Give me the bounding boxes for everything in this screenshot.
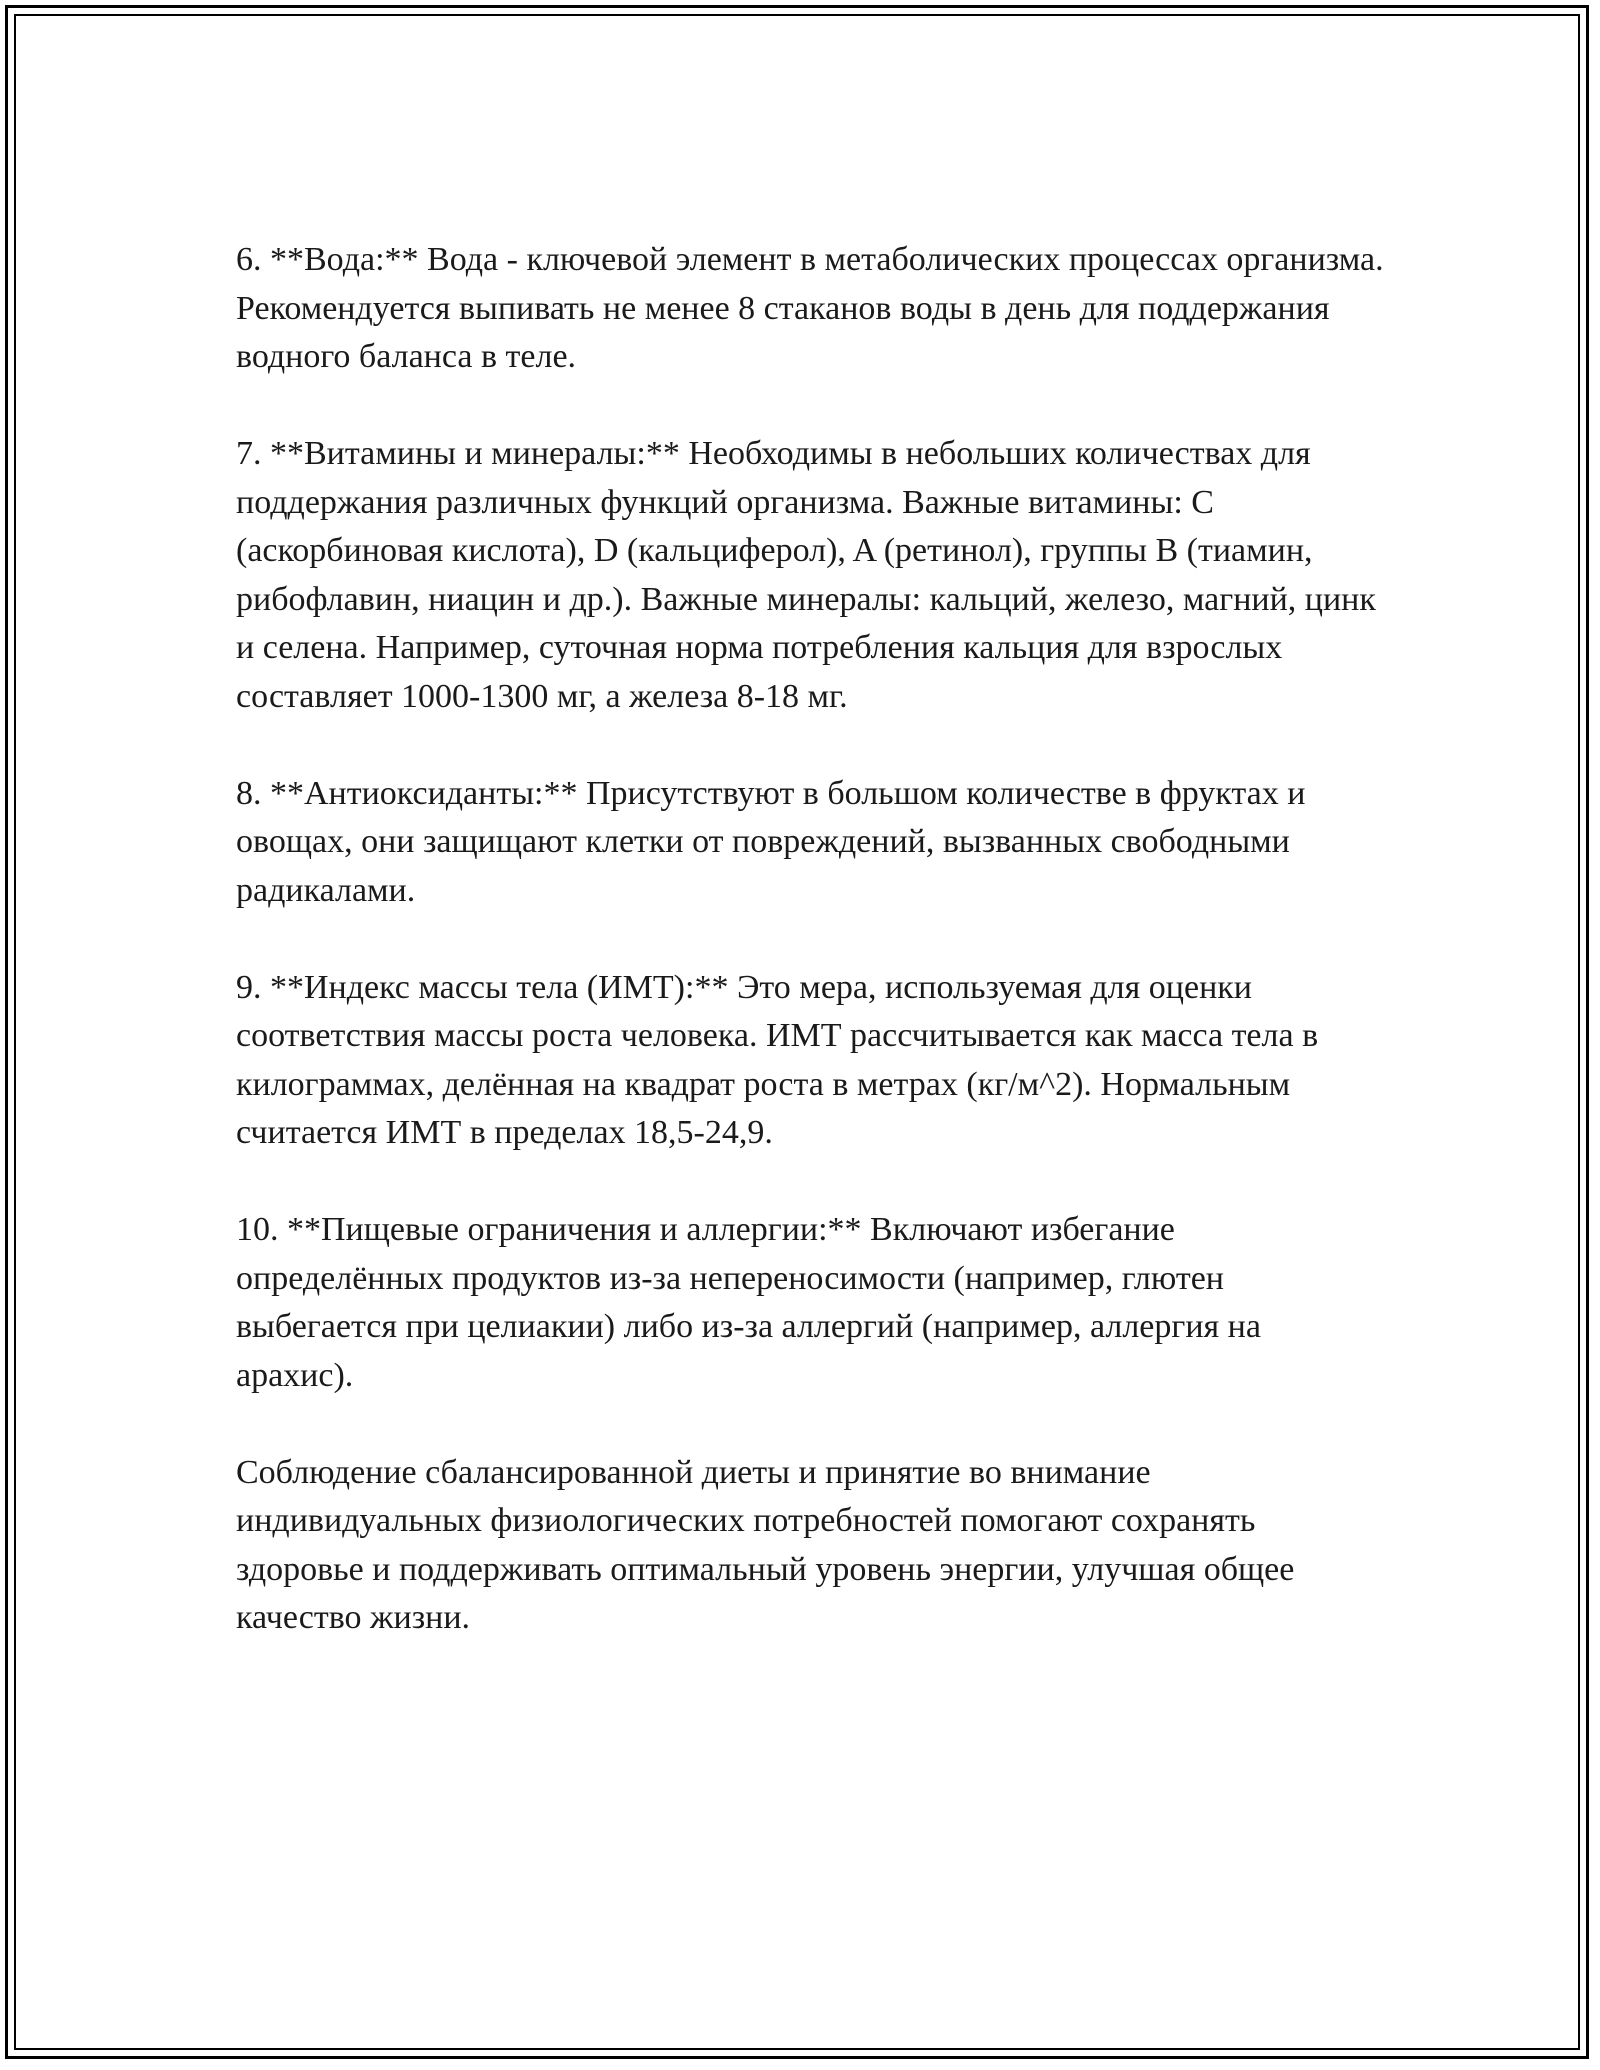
paragraph-antioxidants: 8. **Антиоксиданты:** Присутствуют в большом количестве в фруктах и овощах, они защищают клетки от повреждений, вызванных свободными радикалами. [236,774,1306,909]
paragraph-conclusion: Соблюдение сбалансированной диеты и принятие во внимание индивидуальных физиологических потребностей помогают сохранять здоровье и поддерживать оптимальный уровень энергии, улучшая общее качество жизни. [236,1453,1295,1636]
paragraph-bmi: 9. **Индекс массы тела (ИМТ):** Это мера, используемая для оценки соответствия массы роста человека. ИМТ рассчитывается как масса тела в килограммах, делённая на квадрат роста в метрах (кг/м^2). Нормальным считается ИМТ в пределах 18,5-24,9. [236,968,1319,1151]
paragraph-water: 6. **Вода:** Вода - ключевой элемент в метаболических процессах организма. Рекомендуется выпивать не менее 8 стаканов воды в день для поддержания водного баланса в теле. [236,241,1384,375]
paragraph-restrictions-allergies: 10. **Пищевые ограничения и аллергии:** Включают избегание определённых продуктов из-за непереносимости (например, глютен выбегается при целиакии) либо из-за аллергий (например, аллергия на арахис). [236,1211,1261,1394]
paragraph-vitamins-minerals: 7. **Витамины и минералы:** Необходимы в небольших количествах для поддержания различных функций организма. Важные витамины: C (аскорбиновая кислота), D (кальциферол), A (ретинол), группы B (тиамин, рибофлавин, ниацин и др.). Важные минералы: кальций, железо, магний, цинк и селена. Например, суточная норма потребления кальция для взрослых составляет 1000-1300 мг, а железа 8-18 мг. [236,435,1376,715]
document-body [236,236,1386,1691]
